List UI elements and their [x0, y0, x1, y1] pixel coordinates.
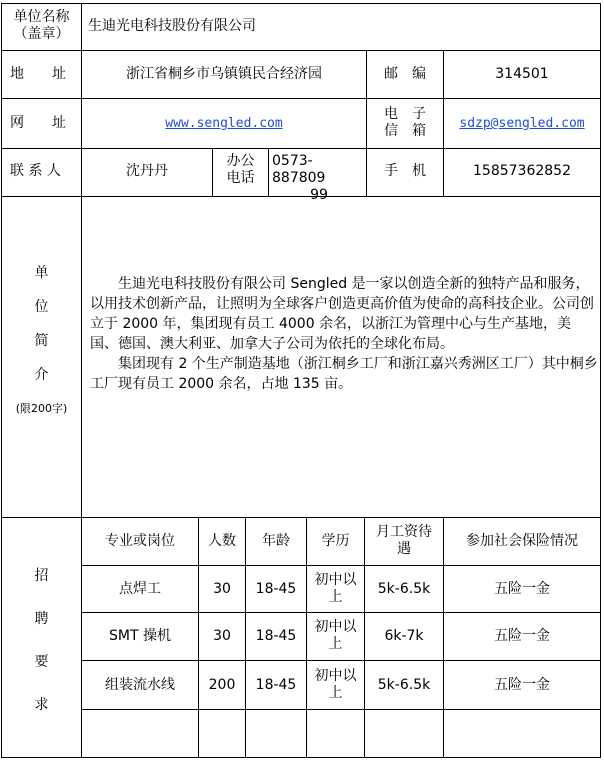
row-insurance: 五险一金 [494, 677, 550, 693]
header-age: 年龄 [262, 533, 290, 549]
row-count: 30 [213, 581, 231, 597]
row-education-line2: 上 [328, 589, 343, 605]
unit-name-value: 生迪光电科技股份有限公司 [88, 18, 256, 34]
row-insurance: 五险一金 [494, 581, 550, 597]
row-education-line1: 初中以 [314, 572, 357, 588]
postcode-label: 邮 编 [384, 66, 426, 82]
intro-label-char: 介 [34, 367, 49, 383]
office-phone-label [213, 153, 268, 187]
intro-label-char: 位 [34, 299, 49, 315]
unit-name-label-line1: 单位名称 [13, 9, 70, 25]
office-phone-line1: 0573-887809 [272, 153, 326, 186]
recruit-label-char: 招 [34, 568, 49, 584]
address-value: 浙江省桐乡市乌镇镇民合经济园 [126, 66, 322, 82]
row-education [307, 619, 364, 653]
header-salary [365, 524, 443, 558]
office-phone-line2: 99 [310, 187, 328, 203]
recruit-label-char: 要 [34, 654, 49, 670]
address-label: 地 址 [10, 66, 66, 82]
row-salary: 5k-6.5k [377, 581, 431, 597]
row-position: SMT 操机 [109, 628, 171, 644]
recruit-label-char: 聘 [34, 611, 49, 627]
postcode-value: 314501 [495, 66, 549, 82]
recruit-label-char: 求 [34, 697, 49, 713]
intro-label-char: 简 [34, 333, 49, 349]
intro-limit: (限200字) [15, 402, 68, 415]
mobile-value: 15857362852 [473, 163, 571, 179]
office-phone-label-line2: 电话 [226, 170, 255, 186]
email-label-line1: 电 子 [384, 106, 426, 122]
row-age: 18-45 [255, 628, 297, 644]
email-link[interactable]: sdzp@sengled.com [459, 116, 585, 131]
intro-paragraph: 集团现有 2 个生产制造基地（浙江桐乡工厂和浙江嘉兴秀洲区工厂）其中桐乡工厂现有员工 2000 余名，占地 135 亩。 [90, 356, 598, 392]
header-salary-line2: 遇 [397, 541, 411, 557]
row-position: 点焊工 [119, 581, 161, 597]
intro-text [90, 274, 598, 394]
mobile-label: 手 机 [384, 163, 426, 179]
office-phone-value [272, 153, 366, 204]
header-education: 学历 [321, 533, 350, 549]
row-count: 200 [208, 677, 236, 693]
contact-label: 联 系 人 [10, 163, 61, 179]
row-education-line2: 上 [328, 685, 343, 701]
header-count: 人数 [208, 533, 236, 549]
row-education-line1: 初中以 [314, 668, 357, 684]
website-link-wrap [82, 115, 366, 132]
website-label: 网 址 [10, 115, 66, 131]
row-position: 组装流水线 [105, 677, 175, 693]
intro-label-char: 单 [34, 265, 49, 281]
row-age: 18-45 [255, 677, 297, 693]
website-link[interactable]: www.sengled.com [165, 116, 283, 131]
recruit-label [2, 565, 81, 737]
intro-paragraph: 生迪光电科技股份有限公司 Sengled 是一家以创造全新的独特产品和服务，以用技术创新产品，让照明为全球客户创造更高价值为使命的高科技企业。公司创立于 2000 年，集团现有员工 4000 余名，以浙江为管理中心与生产基地，美国、德国、澳大利亚、加拿大子公司为依托的全球化布局。 [90, 276, 594, 352]
contact-value: 沈丹丹 [126, 163, 168, 179]
row-education-line1: 初中以 [314, 619, 357, 635]
row-education [307, 572, 364, 606]
row-count: 30 [213, 628, 231, 644]
row-salary: 5k-6.5k [377, 677, 431, 693]
row-education [307, 668, 364, 702]
email-label [367, 106, 443, 140]
row-salary: 6k-7k [384, 628, 424, 644]
header-insurance: 参加社会保险情况 [466, 533, 578, 549]
header-position: 专业或岗位 [105, 533, 175, 549]
intro-label [2, 262, 81, 416]
email-link-wrap [444, 115, 600, 132]
unit-name-label [2, 9, 81, 43]
row-education-line2: 上 [328, 636, 343, 652]
office-phone-label-line1: 办公 [226, 153, 255, 169]
unit-name-label-line2: （盖章） [13, 26, 70, 42]
header-salary-line1: 月工资待 [376, 524, 432, 540]
row-age: 18-45 [255, 581, 297, 597]
row-insurance: 五险一金 [494, 628, 550, 644]
email-label-line2: 信 箱 [384, 123, 426, 139]
